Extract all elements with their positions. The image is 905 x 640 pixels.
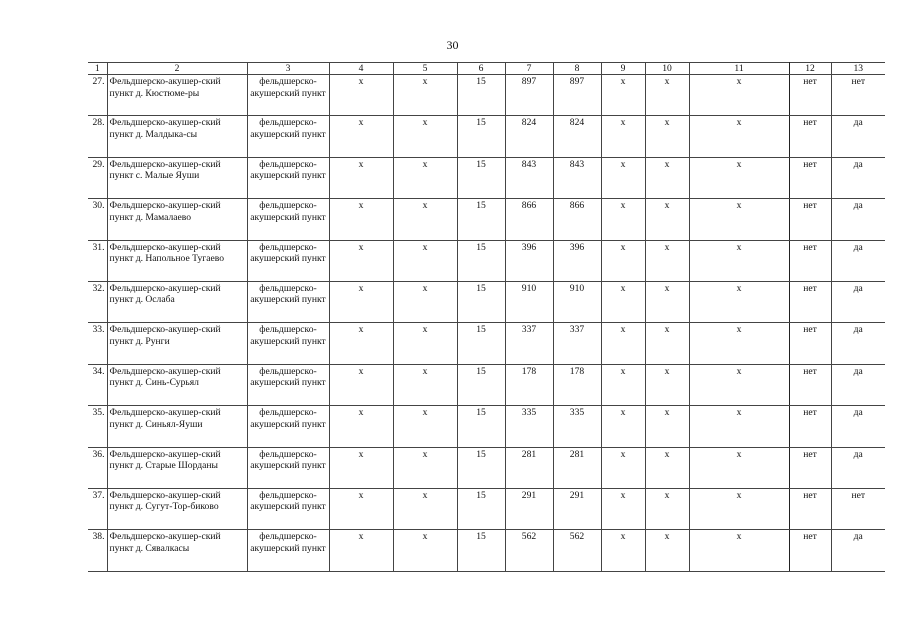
col-6-value: 15 bbox=[457, 199, 505, 240]
col-10-value: х bbox=[645, 157, 689, 198]
col-11-value: х bbox=[689, 75, 789, 116]
col-13-value: нет bbox=[831, 488, 885, 529]
col-13-value: нет bbox=[831, 75, 885, 116]
col-5-value: х bbox=[393, 406, 457, 447]
col-9-value: х bbox=[601, 488, 645, 529]
table-row bbox=[88, 281, 885, 322]
col-6-value: 15 bbox=[457, 364, 505, 405]
col-7-value: 866 bbox=[505, 199, 553, 240]
row-number: 33. bbox=[88, 323, 107, 364]
col-7-value: 281 bbox=[505, 447, 553, 488]
col-6-value: 15 bbox=[457, 75, 505, 116]
col-5-value: х bbox=[393, 199, 457, 240]
header-row bbox=[88, 63, 885, 75]
col-7-value: 897 bbox=[505, 75, 553, 116]
col-4-value: х bbox=[329, 240, 393, 281]
col-8-value: 281 bbox=[553, 447, 601, 488]
col-8-value: 824 bbox=[553, 116, 601, 157]
col-4-value: х bbox=[329, 447, 393, 488]
col-12-value: нет bbox=[789, 323, 831, 364]
col-6-value: 15 bbox=[457, 488, 505, 529]
col-8-value: 178 bbox=[553, 364, 601, 405]
table-header bbox=[88, 63, 885, 75]
col-8-value: 843 bbox=[553, 157, 601, 198]
col-13-value: да bbox=[831, 116, 885, 157]
col-11-value: х bbox=[689, 406, 789, 447]
table-row bbox=[88, 323, 885, 364]
col-6-value: 15 bbox=[457, 116, 505, 157]
facility-name: Фельдшерско-акушер-ский пункт д. Мамалаево bbox=[107, 199, 247, 240]
col-12-value: нет bbox=[789, 281, 831, 322]
col-8-value: 866 bbox=[553, 199, 601, 240]
column-header-4: 4 bbox=[329, 63, 393, 75]
col-11-value: х bbox=[689, 281, 789, 322]
col-12-value: нет bbox=[789, 116, 831, 157]
col-6-value: 15 bbox=[457, 157, 505, 198]
col-9-value: х bbox=[601, 116, 645, 157]
column-header-12: 12 bbox=[789, 63, 831, 75]
col-12-value: нет bbox=[789, 199, 831, 240]
col-8-value: 337 bbox=[553, 323, 601, 364]
col-10-value: х bbox=[645, 364, 689, 405]
col-13-value: да bbox=[831, 240, 885, 281]
column-header-6: 6 bbox=[457, 63, 505, 75]
table-row bbox=[88, 240, 885, 281]
facility-name: Фельдшерско-акушер-ский пункт д. Малдыка-сы bbox=[107, 116, 247, 157]
col-13-value: да bbox=[831, 406, 885, 447]
col-8-value: 396 bbox=[553, 240, 601, 281]
row-number: 34. bbox=[88, 364, 107, 405]
table-row bbox=[88, 157, 885, 198]
col-13-value: да bbox=[831, 281, 885, 322]
col-5-value: х bbox=[393, 240, 457, 281]
table-row bbox=[88, 488, 885, 529]
col-12-value: нет bbox=[789, 157, 831, 198]
column-header-5: 5 bbox=[393, 63, 457, 75]
col-4-value: х bbox=[329, 199, 393, 240]
col-8-value: 562 bbox=[553, 530, 601, 571]
col-9-value: х bbox=[601, 281, 645, 322]
col-12-value: нет bbox=[789, 447, 831, 488]
col-11-value: х bbox=[689, 240, 789, 281]
col-9-value: х bbox=[601, 530, 645, 571]
column-header-7: 7 bbox=[505, 63, 553, 75]
row-number: 30. bbox=[88, 199, 107, 240]
col-5-value: х bbox=[393, 530, 457, 571]
facility-name: Фельдшерско-акушер-ский пункт д. Напольное Тугаево bbox=[107, 240, 247, 281]
col-7-value: 337 bbox=[505, 323, 553, 364]
facility-type: фельдшерско-акушерский пункт bbox=[247, 488, 329, 529]
facility-name: Фельдшерско-акушер-ский пункт д. Сугут-Тор-биково bbox=[107, 488, 247, 529]
col-11-value: х bbox=[689, 116, 789, 157]
table-row bbox=[88, 447, 885, 488]
col-13-value: да bbox=[831, 157, 885, 198]
col-8-value: 910 bbox=[553, 281, 601, 322]
facility-name: Фельдшерско-акушер-ский пункт д. Старые Шорданы bbox=[107, 447, 247, 488]
facility-type: фельдшерско-акушерский пункт bbox=[247, 406, 329, 447]
col-4-value: х bbox=[329, 157, 393, 198]
col-7-value: 843 bbox=[505, 157, 553, 198]
column-header-9: 9 bbox=[601, 63, 645, 75]
facility-type: фельдшерско-акушерский пункт bbox=[247, 281, 329, 322]
col-5-value: х bbox=[393, 488, 457, 529]
table-row bbox=[88, 406, 885, 447]
row-number: 36. bbox=[88, 447, 107, 488]
col-5-value: х bbox=[393, 447, 457, 488]
table-row bbox=[88, 364, 885, 405]
col-6-value: 15 bbox=[457, 323, 505, 364]
col-11-value: х bbox=[689, 530, 789, 571]
facility-name: Фельдшерско-акушер-ский пункт д. Синь-Сурьял bbox=[107, 364, 247, 405]
col-6-value: 15 bbox=[457, 530, 505, 571]
col-7-value: 396 bbox=[505, 240, 553, 281]
facility-name: Фельдшерско-акушер-ский пункт д. Ослаба bbox=[107, 281, 247, 322]
table-row bbox=[88, 116, 885, 157]
col-12-value: нет bbox=[789, 75, 831, 116]
col-11-value: х bbox=[689, 199, 789, 240]
col-6-value: 15 bbox=[457, 240, 505, 281]
col-7-value: 178 bbox=[505, 364, 553, 405]
col-11-value: х bbox=[689, 447, 789, 488]
col-13-value: да bbox=[831, 364, 885, 405]
col-13-value: да bbox=[831, 530, 885, 571]
col-10-value: х bbox=[645, 240, 689, 281]
table-body bbox=[88, 75, 885, 572]
col-7-value: 824 bbox=[505, 116, 553, 157]
col-6-value: 15 bbox=[457, 281, 505, 322]
facility-type: фельдшерско-акушерский пункт bbox=[247, 530, 329, 571]
row-number: 28. bbox=[88, 116, 107, 157]
facility-name: Фельдшерско-акушер-ский пункт с. Малые Яуши bbox=[107, 157, 247, 198]
col-4-value: х bbox=[329, 488, 393, 529]
column-header-3: 3 bbox=[247, 63, 329, 75]
col-4-value: х bbox=[329, 323, 393, 364]
col-4-value: х bbox=[329, 75, 393, 116]
col-4-value: х bbox=[329, 116, 393, 157]
col-12-value: нет bbox=[789, 406, 831, 447]
col-8-value: 335 bbox=[553, 406, 601, 447]
row-number: 31. bbox=[88, 240, 107, 281]
col-5-value: х bbox=[393, 281, 457, 322]
col-7-value: 335 bbox=[505, 406, 553, 447]
col-5-value: х bbox=[393, 116, 457, 157]
col-9-value: х bbox=[601, 323, 645, 364]
row-number: 38. bbox=[88, 530, 107, 571]
column-header-2: 2 bbox=[107, 63, 247, 75]
col-13-value: да bbox=[831, 323, 885, 364]
col-9-value: х bbox=[601, 157, 645, 198]
col-4-value: х bbox=[329, 530, 393, 571]
facility-type: фельдшерско-акушерский пункт bbox=[247, 323, 329, 364]
col-11-value: х bbox=[689, 157, 789, 198]
col-5-value: х bbox=[393, 364, 457, 405]
col-11-value: х bbox=[689, 488, 789, 529]
facility-type: фельдшерско-акушерский пункт bbox=[247, 364, 329, 405]
row-number: 29. bbox=[88, 157, 107, 198]
col-12-value: нет bbox=[789, 240, 831, 281]
col-9-value: х bbox=[601, 406, 645, 447]
col-5-value: х bbox=[393, 323, 457, 364]
col-10-value: х bbox=[645, 406, 689, 447]
facility-type: фельдшерско-акушерский пункт bbox=[247, 75, 329, 116]
col-13-value: да bbox=[831, 199, 885, 240]
col-12-value: нет bbox=[789, 488, 831, 529]
facility-type: фельдшерско-акушерский пункт bbox=[247, 116, 329, 157]
col-9-value: х bbox=[601, 240, 645, 281]
col-5-value: х bbox=[393, 157, 457, 198]
col-5-value: х bbox=[393, 75, 457, 116]
col-11-value: х bbox=[689, 364, 789, 405]
col-12-value: нет bbox=[789, 530, 831, 571]
row-number: 27. bbox=[88, 75, 107, 116]
col-9-value: х bbox=[601, 199, 645, 240]
table-row bbox=[88, 530, 885, 571]
table-row bbox=[88, 199, 885, 240]
col-10-value: х bbox=[645, 488, 689, 529]
col-12-value: нет bbox=[789, 364, 831, 405]
facility-name: Фельдшерско-акушер-ский пункт д. Сявалкасы bbox=[107, 530, 247, 571]
col-7-value: 910 bbox=[505, 281, 553, 322]
column-header-8: 8 bbox=[553, 63, 601, 75]
col-10-value: х bbox=[645, 447, 689, 488]
col-11-value: х bbox=[689, 323, 789, 364]
col-10-value: х bbox=[645, 199, 689, 240]
page-number: 30 bbox=[446, 38, 459, 52]
col-10-value: х bbox=[645, 323, 689, 364]
col-6-value: 15 bbox=[457, 447, 505, 488]
facility-type: фельдшерско-акушерский пункт bbox=[247, 447, 329, 488]
facility-name: Фельдшерско-акушер-ский пункт д. Рунги bbox=[107, 323, 247, 364]
col-13-value: да bbox=[831, 447, 885, 488]
facility-name: Фельдшерско-акушер-ский пункт д. Синьял-Яуши bbox=[107, 406, 247, 447]
col-4-value: х bbox=[329, 281, 393, 322]
col-7-value: 562 bbox=[505, 530, 553, 571]
col-10-value: х bbox=[645, 116, 689, 157]
col-10-value: х bbox=[645, 75, 689, 116]
column-header-10: 10 bbox=[645, 63, 689, 75]
row-number: 37. bbox=[88, 488, 107, 529]
col-9-value: х bbox=[601, 75, 645, 116]
col-8-value: 291 bbox=[553, 488, 601, 529]
col-7-value: 291 bbox=[505, 488, 553, 529]
facility-name: Фельдшерско-акушер-ский пункт д. Кюстюме-ры bbox=[107, 75, 247, 116]
facility-type: фельдшерско-акушерский пункт bbox=[247, 240, 329, 281]
column-header-11: 11 bbox=[689, 63, 789, 75]
col-9-value: х bbox=[601, 364, 645, 405]
row-number: 32. bbox=[88, 281, 107, 322]
table-row bbox=[88, 75, 885, 116]
facility-type: фельдшерско-акушерский пункт bbox=[247, 157, 329, 198]
col-9-value: х bbox=[601, 447, 645, 488]
col-6-value: 15 bbox=[457, 406, 505, 447]
col-4-value: х bbox=[329, 364, 393, 405]
column-header-1: 1 bbox=[88, 63, 107, 75]
facilities-table bbox=[88, 62, 885, 572]
column-header-13: 13 bbox=[831, 63, 885, 75]
col-10-value: х bbox=[645, 530, 689, 571]
col-10-value: х bbox=[645, 281, 689, 322]
facility-type: фельдшерско-акушерский пункт bbox=[247, 199, 329, 240]
col-4-value: х bbox=[329, 406, 393, 447]
col-8-value: 897 bbox=[553, 75, 601, 116]
row-number: 35. bbox=[88, 406, 107, 447]
